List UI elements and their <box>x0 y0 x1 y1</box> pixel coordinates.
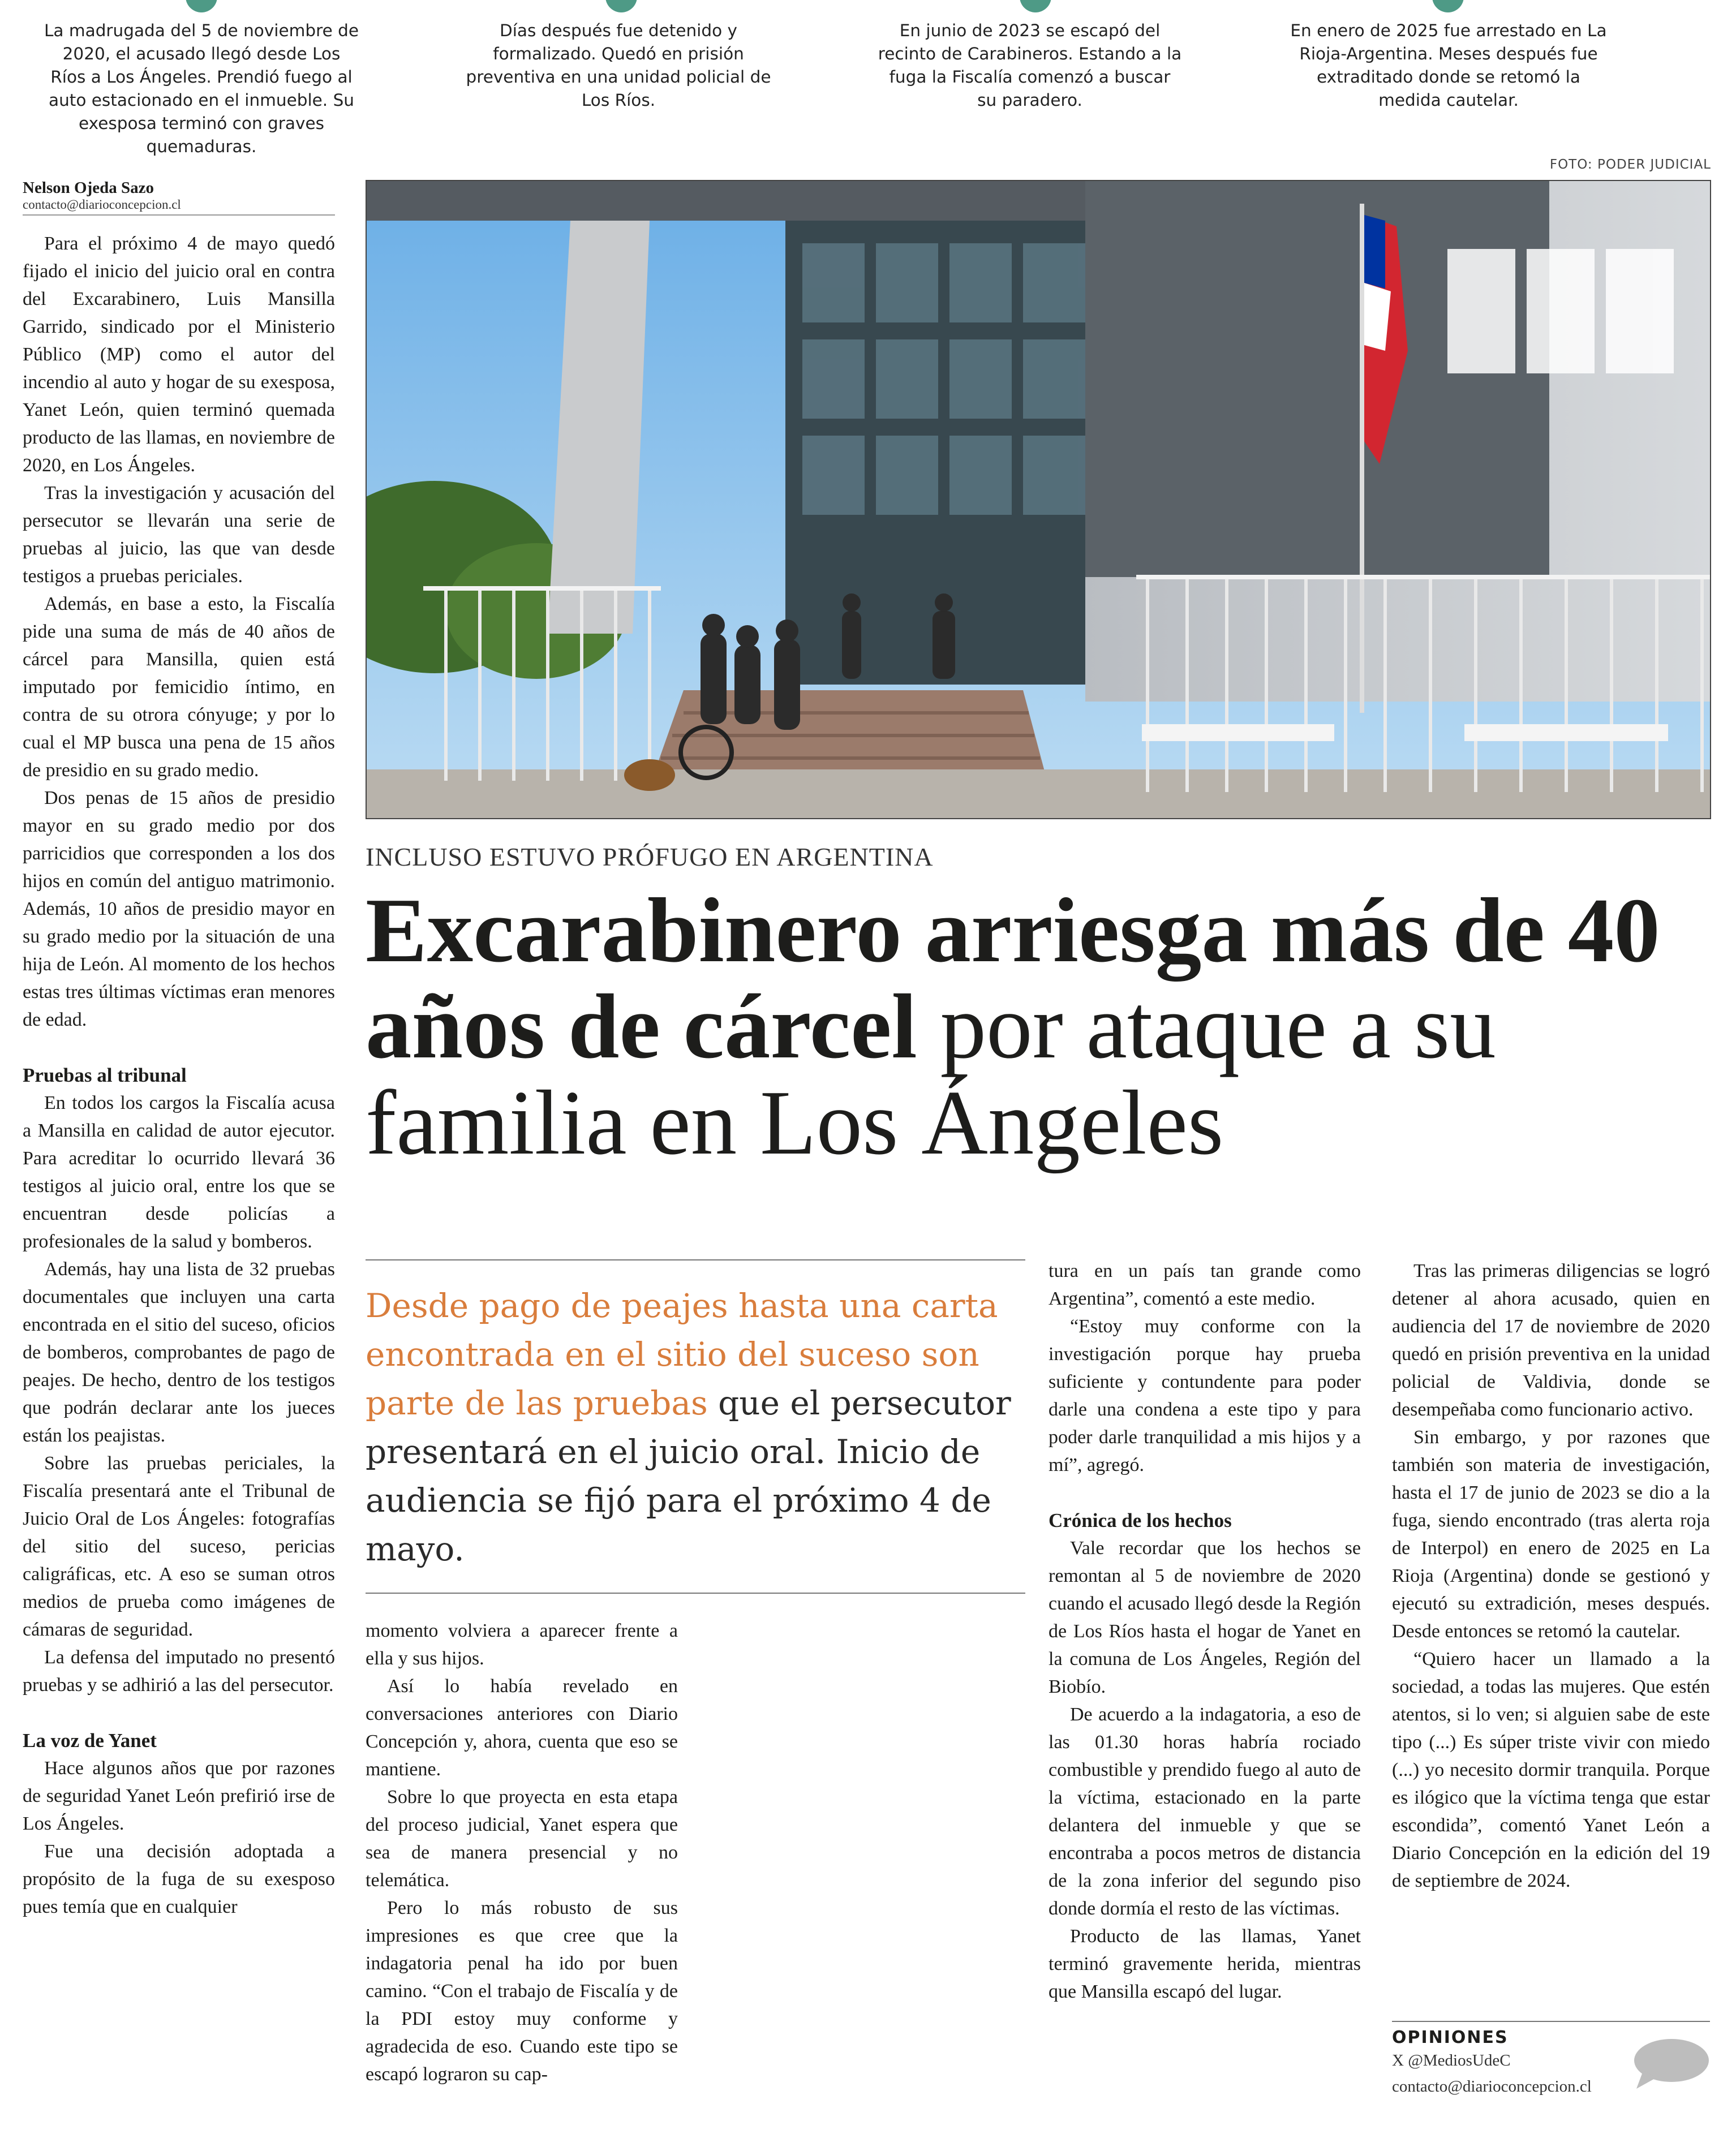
paragraph: Así lo había revelado en conversaciones anteriores con Diario Concepción y, ahora, cuenta que eso se mantiene. <box>366 1676 678 1780</box>
opiniones-label: OPINIONES <box>1392 2028 1509 2047</box>
paragraph: Sobre las pruebas periciales, la Fiscalía presentará ante el Tribunal de Juicio Oral de Los Ángeles: fotografías del sitio del suceso, pericias caligráficas, etc. A eso se suman otros medios de prueba como imágenes de cámaras de seguridad. <box>23 1453 335 1640</box>
paragraph: Tras la investigación y acusación del persecutor se llevarán una serie de pruebas al juicio, las que van desde testigos a pruebas periciales. <box>23 483 335 587</box>
courthouse-photo <box>366 180 1711 819</box>
column-3 <box>1049 1257 1361 2006</box>
timeline-entry-3: En junio de 2023 se escapó del recinto de Carabineros. Estando a la fuga la Fiscalía comenzó a buscar su paradero. <box>878 21 1182 110</box>
kicker: INCLUSO ESTUVO PRÓFUGO EN ARGENTINA <box>366 842 934 871</box>
paragraph: Fue una decisión adoptada a propósito de la fuga de su exesposo pues temía que en cualquier <box>23 1841 335 1917</box>
timeline-entry-4: En enero de 2025 fue arrestado en La Rioja-Argentina. Meses después fue extraditado donde se retomó la medida cautelar. <box>1290 21 1607 110</box>
headline-rest: por ataque a su familia en Los Ángeles <box>366 976 1496 1174</box>
paragraph: En todos los cargos la Fiscalía acusa a Mansilla en calidad de autor ejecutor. Para acreditar lo ocurrido llevará 36 testigos al juicio oral, entre los que se encuentran desde policías a profesionales de la salud y bomberos. <box>23 1092 335 1252</box>
deck <box>366 1281 1025 1573</box>
timeline-dot <box>1432 0 1464 12</box>
subheading-cronica: Crónica de los hechos <box>1049 1509 1232 1531</box>
paragraph: Tras las primeras diligencias se logró detener al ahora acusado, quien en audiencia del 17 de noviembre de 2020 quedó en prisión preventiva en la unidad policial de Valdivia, donde se desempeñaba como funcionario activo. <box>1392 1260 1710 1420</box>
deck-accent: Desde pago de peajes hasta una carta encontrada en el sitio del suceso son parte de las pruebas <box>366 1287 998 1422</box>
paragraph: tura en un país tan grande como Argentina”, comentó a este medio. <box>1049 1260 1361 1309</box>
byline-divider <box>23 214 335 216</box>
paragraph: Sobre lo que proyecta en esta etapa del proceso judicial, Yanet espera que sea de manera presencial y no telemática. <box>366 1787 678 1891</box>
paragraph: Además, en base a esto, la Fiscalía pide una suma de más de 40 años de cárcel para Mansilla, quien está imputado por femicidio íntimo, en contra de su otrora cónyuge; y por lo cual el MP busca una pena de 15 años de presidio en su grado medio. <box>23 593 335 781</box>
subheading-pruebas: Pruebas al tribunal <box>23 1064 187 1086</box>
paragraph: “Quiero hacer un llamado a la sociedad, a todas las mujeres. Que estén atentos, si lo ven; si alguien sabe de este tipo (...) Es súper triste vivir con miedo (...) yo necesito dormir tranquila. Porque es ilógico que la víctima tenga que estar escondida”, comentó Yanet León a Diario Concepción en la edición del 19 de septiembre de 2024. <box>1392 1649 1710 1891</box>
paragraph: Vale recordar que los hechos se remontan al 5 de noviembre de 2020 cuando el acusado llegó desde la Región de Los Ríos hasta el hogar de Yanet en la comuna de Los Ángeles, Región del Biobío. <box>1049 1538 1361 1697</box>
footer-email[interactable]: contacto@diarioconcepcion.cl <box>1392 2077 1592 2096</box>
speech-bubble-icon <box>1631 2037 1710 2094</box>
paragraph: La defensa del imputado no presentó pruebas y se adhirió a las del persecutor. <box>23 1647 335 1696</box>
paragraph: Para el próximo 4 de mayo quedó fijado el inicio del juicio oral en contra del Excarabinero, Luis Mansilla Garrido, sindicado por el Ministerio Público (MP) como el autor del incendio al auto y hogar de su exesposa, Yanet León, quien terminó quemada producto de las llamas, en noviembre de 2020, en Los Ángeles. <box>23 233 335 476</box>
column-2 <box>366 1617 678 2088</box>
paragraph: Hace algunos años que por razones de seguridad Yanet León prefirió irse de Los Ángeles. <box>23 1758 335 1834</box>
timeline-entry-1: La madrugada del 5 de noviembre de 2020, el acusado llegó desde Los Ríos a Los Ángeles. Prendió fuego al auto estacionado en el inmueble. Su exesposa terminó con graves quemaduras. <box>44 21 359 156</box>
paragraph: Sin embargo, y por razones que también son materia de investigación, hasta el 17 de junio de 2023 se dio a la fuga, siendo encontrado (tras alerta roja de Interpol) en enero de 2025 en La Rioja (Argentina) donde se gestionó y ejecutó su extradición, meses después. Desde entonces se retomó la cautelar. <box>1392 1427 1710 1642</box>
headline-bold: Excarabinero arriesga más de 40 años de cárcel <box>366 880 1660 1078</box>
timeline-entry-2: Días después fue detenido y formalizado. Quedó en prisión preventiva en una unidad policial de Los Ríos. <box>466 21 771 110</box>
subheading-voz-yanet: La voz de Yanet <box>23 1729 157 1752</box>
paragraph: De acuerdo a la indagatoria, a eso de las 01.30 horas habría rociado combustible y prendido fuego al auto de la víctima, estacionado en la parte delantera del inmueble y que se encontraba a pocos metros de distancia de la zona inferior del segundo piso donde dormía el resto de las víctimas. <box>1049 1704 1361 1919</box>
timeline-dot <box>1020 0 1051 12</box>
timeline-markers <box>0 0 1736 14</box>
paragraph: Dos penas de 15 años de presidio mayor en su grado medio por dos parricidios que corresponden a los dos hijos en común del antiguo matrimonio. Además, 10 años de presidio mayor en su grado medio por la situación de una hija de León. Al momento de los hechos estas tres últimas víctimas eran menores de edad. <box>23 788 335 1030</box>
paragraph: Pero lo más robusto de sus impresiones es que cree que la indagatoria penal ha ido por buen camino. “Con el trabajo de Fiscalía y de la PDI estoy muy conforme y agradecida de eso. Cuando este tipo se escapó lograron su cap- <box>366 1898 678 2085</box>
author-name: Nelson Ojeda Sazo <box>23 179 154 197</box>
timeline-dot <box>186 0 217 12</box>
social-handle[interactable]: X @MediosUdeC <box>1392 2051 1511 2070</box>
deck-top-rule <box>366 1259 1025 1260</box>
deck-bottom-rule <box>366 1593 1025 1594</box>
footer-divider <box>1392 2021 1710 2022</box>
photo-credit: FOTO: PODER JUDICIAL <box>1549 157 1711 172</box>
paragraph: “Estoy muy conforme con la investigación porque hay prueba suficiente y contundente para poder darle una condena a este tipo y para poder darle tranquilidad a mis hijos y a mí”, agregó. <box>1049 1316 1361 1475</box>
headline <box>366 880 1735 1174</box>
paragraph: Además, hay una lista de 32 pruebas documentales que incluyen una carta encontrada en el sitio del suceso, oficios de bomberos, comprobantes de pago de peajes. De hecho, dentro de los testigos que podrán declarar ante los jueces están los peajistas. <box>23 1259 335 1446</box>
paragraph: momento volviera a aparecer frente a ella y sus hijos. <box>366 1620 678 1669</box>
column-1 <box>23 230 335 1921</box>
timeline-dot <box>605 0 637 12</box>
column-4 <box>1392 1257 1710 1895</box>
deck-rest: que el persecutor presentará en el juicio oral. Inicio de audiencia se fijó para el próximo 4 de mayo. <box>366 1384 1011 1568</box>
paragraph: Producto de las llamas, Yanet terminó gravemente herida, mientras que Mansilla escapó del lugar. <box>1049 1926 1361 2002</box>
author-email[interactable]: contacto@diarioconcepcion.cl <box>23 197 181 212</box>
